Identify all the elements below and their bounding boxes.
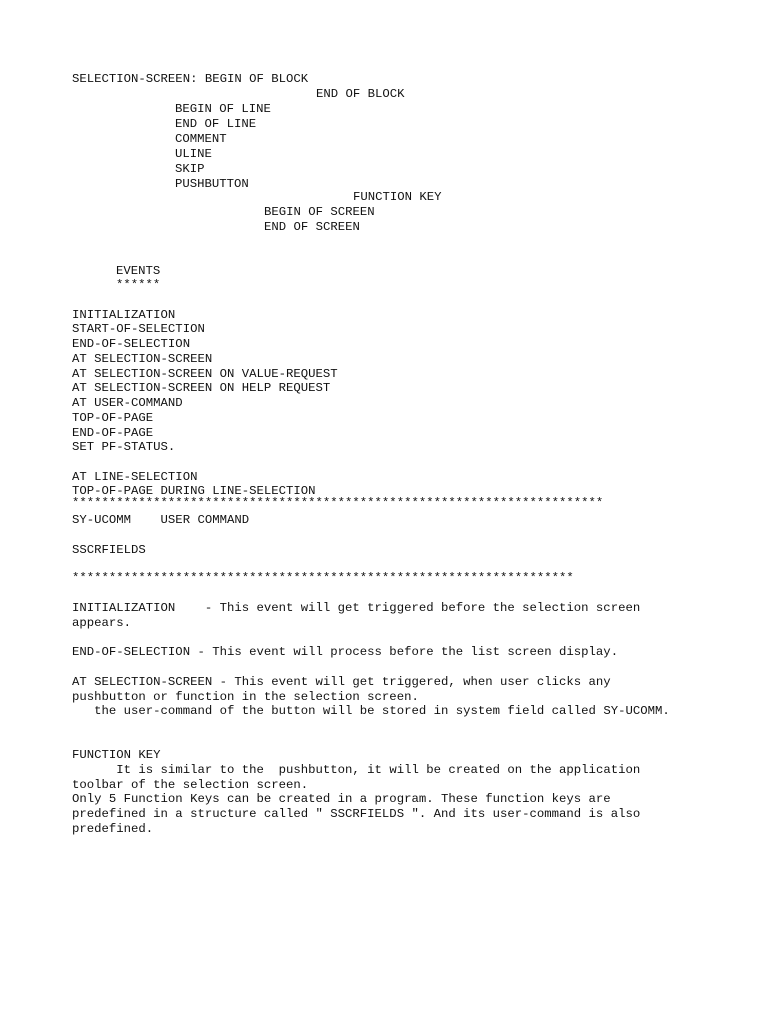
initialization-note: INITIALIZATION - This event will get triggered before the selection screen appears.	[72, 601, 641, 630]
function-key-heading: FUNCTION KEY	[72, 748, 161, 762]
events-heading: EVENTS	[116, 264, 161, 278]
event-item: START-OF-SELECTION	[72, 322, 205, 336]
begin-of-screen-line: BEGIN OF SCREEN	[264, 205, 375, 219]
event-item: TOP-OF-PAGE	[72, 411, 154, 425]
events-heading-underline: ******	[116, 278, 161, 292]
begin-of-line-line: BEGIN OF LINE	[175, 102, 271, 116]
event-item: END-OF-PAGE	[72, 426, 154, 440]
sscrfields-line: SSCRFIELDS	[72, 543, 146, 557]
comment-line: COMMENT	[175, 132, 227, 146]
event-item: AT SELECTION-SCREEN	[72, 352, 213, 366]
pushbutton-line: PUSHBUTTON	[175, 177, 249, 191]
event-item: SET PF-STATUS.	[72, 440, 176, 454]
event-item: AT USER-COMMAND	[72, 396, 183, 410]
skip-line: SKIP	[175, 162, 205, 176]
begin-of-block-line: SELECTION-SCREEN: BEGIN OF BLOCK	[72, 72, 309, 86]
end-of-line-line: END OF LINE	[175, 117, 257, 131]
at-selection-screen-note: AT SELECTION-SCREEN - This event will get triggered, when user clicks any pushbutton or function in the selection screen. the user-command of the button will be stored in system field called SY-UCOMM.	[72, 675, 670, 719]
uline-line: ULINE	[175, 147, 212, 161]
event-item: AT SELECTION-SCREEN ON VALUE-REQUEST	[72, 367, 338, 381]
separator-line: ************************************************************************	[72, 496, 604, 510]
event-item: INITIALIZATION	[72, 308, 176, 322]
function-key-description: It is similar to the pushbutton, it will be created on the application toolbar of the selection screen. Only 5 Function Keys can be created in a program. These function keys are predefined in a structure called " SSCRFIELDS ". And its user-command is also predefined.	[72, 763, 641, 836]
end-of-block-line: END OF BLOCK	[316, 87, 405, 101]
event-item: END-OF-SELECTION	[72, 337, 191, 351]
separator-line: ********************************************************************	[72, 571, 574, 585]
function-key-line: FUNCTION KEY	[353, 190, 442, 204]
event-item: AT SELECTION-SCREEN ON HELP REQUEST	[72, 381, 331, 395]
line-event-item: AT LINE-SELECTION	[72, 470, 198, 484]
line-event-item: TOP-OF-PAGE DURING LINE-SELECTION	[72, 484, 316, 498]
end-of-screen-line: END OF SCREEN	[264, 220, 360, 234]
sy-ucomm-line: SY-UCOMM USER COMMAND	[72, 513, 250, 527]
end-of-selection-note: END-OF-SELECTION - This event will process before the list screen display.	[72, 645, 619, 659]
